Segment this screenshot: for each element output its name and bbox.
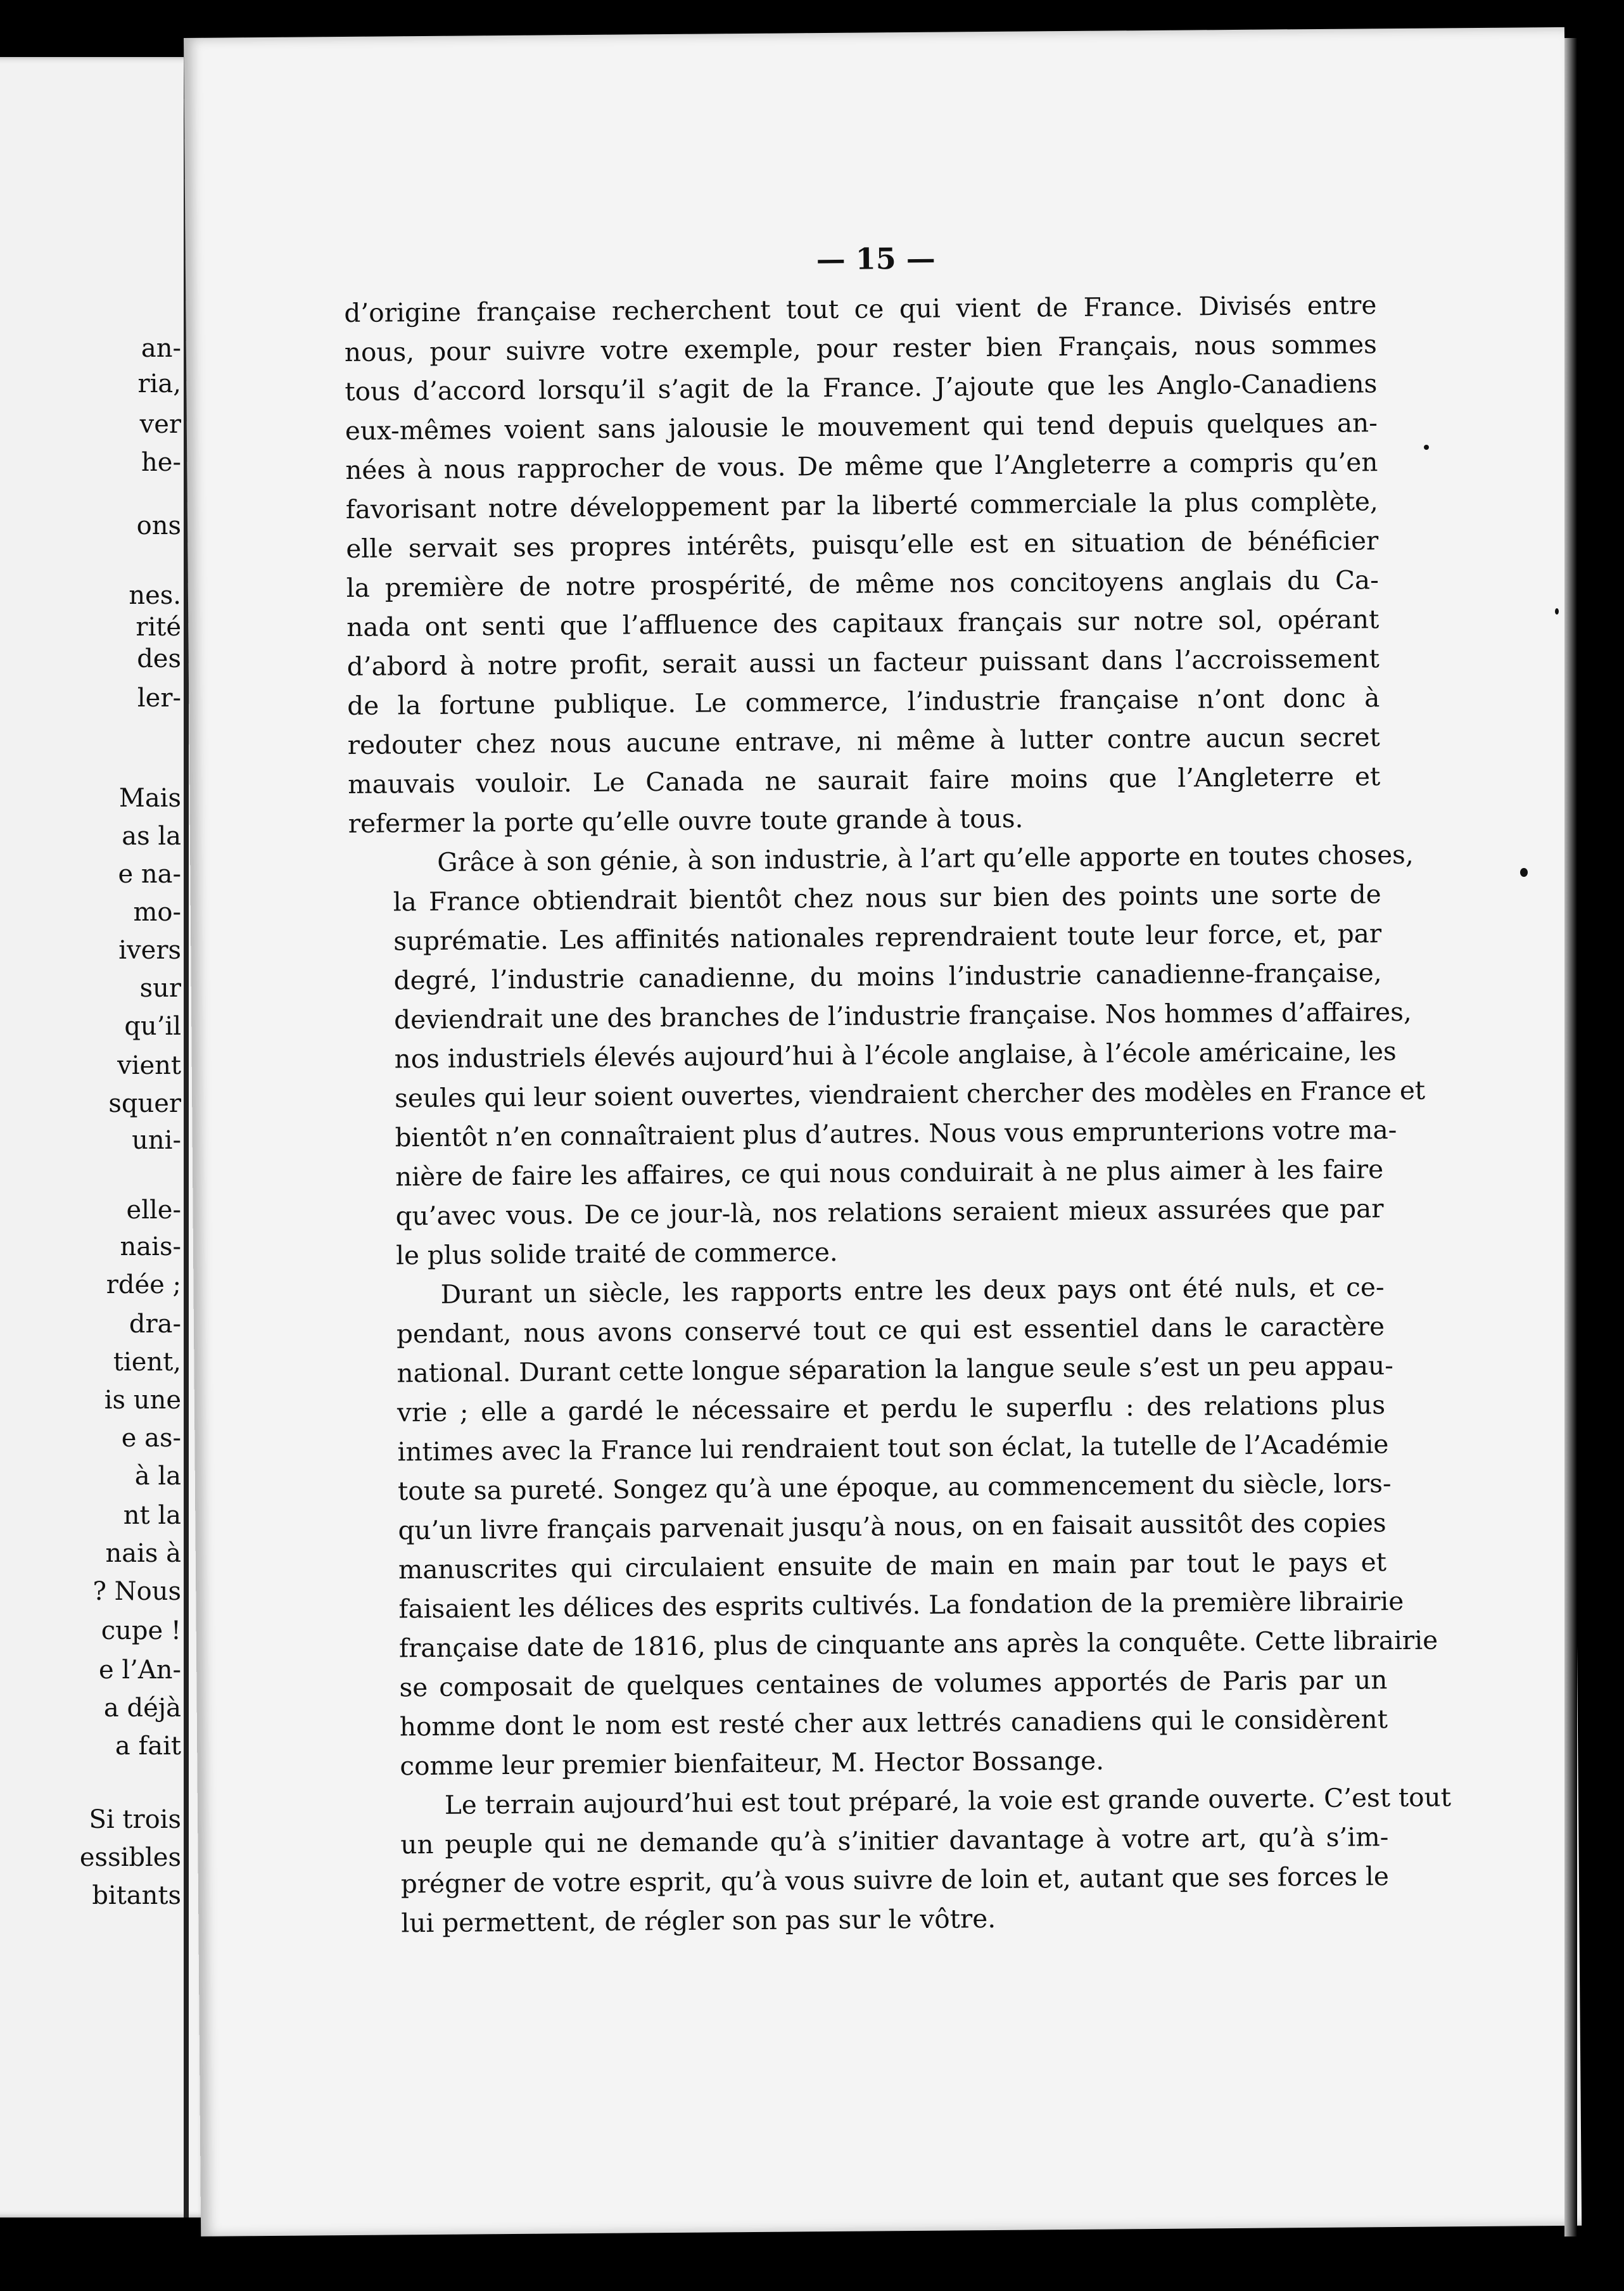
text-line: le plus solide traité de commerce. [395, 1236, 838, 1271]
text-line: nada ont senti que l’affluence des capitaux français sur notre sol, opérant [346, 604, 1380, 643]
text-line: qu’avec vous. De ce jour-là, nos relations seraient mieux assurées que par [395, 1193, 1384, 1232]
left-page-fragment: ver [139, 410, 181, 439]
page-number: — 15 — [816, 241, 936, 277]
left-page-fragment: e l’An- [98, 1656, 181, 1685]
text-line: seules qui leur soient ouvertes, viendraient chercher des modèles en France et [394, 1075, 1426, 1114]
text-line: Durant un siècle, les rapports entre les deux pays ont été nuls, et ce- [440, 1272, 1385, 1310]
left-page-fragment: elle- [126, 1196, 181, 1225]
left-page-fragment: nes. [129, 581, 181, 610]
text-line: se composait de quelques centaines de volumes apportés de Paris par un [399, 1664, 1388, 1703]
paragraph [356, 1778, 1452, 1943]
text-line: degré, l’industrie canadienne, du moins l’industrie canadienne-française, [393, 957, 1382, 996]
text-line: la France obtiendrait bientôt chez nous sur bien des points une sorte de [393, 879, 1381, 917]
left-page-fragment: rité [136, 613, 181, 642]
text-line: suprématie. Les affinités nationales reprendraient toute leur force, et, par [393, 918, 1382, 957]
left-page-fragment: rdée ; [106, 1270, 181, 1299]
paragraph [348, 835, 1426, 1275]
text-line: national. Durant cette longue séparation la langue seule s’est un peu appau- [396, 1350, 1393, 1389]
left-page-fragment: sur [139, 974, 181, 1003]
left-page-fragment: a déjà [103, 1694, 181, 1723]
text-line: nos industriels élevés aujourd’hui à l’école anglaise, à l’école américaine, les [394, 1036, 1397, 1075]
text-line: homme dont le nom est resté cher aux lettrés canadiens qui le considèrent [399, 1704, 1388, 1742]
left-page-fragment: ivers [118, 936, 181, 965]
text-line: pendant, nous avons conservé tout ce qui est essentiel dans le caractère [396, 1311, 1385, 1350]
left-page-fragment: tient, [113, 1348, 181, 1377]
text-line: intimes avec la France lui rendraient tout son éclat, la tutelle de l’Académie [397, 1429, 1389, 1467]
left-page-fragment: nais à [105, 1539, 181, 1568]
left-page-text-fragments [0, 57, 190, 2218]
left-page-fragment: an- [141, 334, 181, 363]
left-page-fragment: squer [108, 1089, 181, 1118]
text-line: vrie ; elle a gardé le nécessaire et perdu le superflu : des relations plus [396, 1389, 1386, 1428]
left-page-fragment: vient [117, 1051, 181, 1080]
main-page [184, 27, 1582, 2237]
text-line: nous, pour suivre votre exemple, pour rester bien Français, nous sommes [344, 329, 1378, 368]
left-page-fragment: ler- [137, 684, 181, 713]
left-page-fragment: ons [136, 511, 181, 540]
text-line: prégner de votre esprit, qu’à vous suivre de loin et, autant que ses forces le [400, 1861, 1390, 1899]
text-line: mauvais vouloir. Le Canada ne saurait faire moins que l’Angleterre et [348, 761, 1381, 800]
text-line: française date de 1816, plus de cinquante ans après la conquête. Cette librairie [398, 1624, 1438, 1664]
text-line: redouter chez nous aucune entrave, ni même à lutter contre aucun secret [347, 722, 1380, 761]
text-line: Le terrain aujourd’hui est tout préparé, la voie est grande ouverte. C’est tout [444, 1782, 1452, 1820]
text-line: comme leur premier bienfaiteur, M. Hector Bossange. [400, 1745, 1105, 1782]
text-line: refermer la porte qu’elle ouvre toute grande à tous. [348, 803, 1024, 839]
left-page-fragment: ? Nous [92, 1577, 181, 1606]
left-page-fragment: e as- [121, 1424, 181, 1453]
text-line: la première de notre prospérité, de même nos concitoyens anglais du Ca- [346, 565, 1379, 604]
left-page-fragment: uni- [132, 1126, 181, 1155]
left-page-fragment: des [137, 644, 181, 673]
left-page-fragment: Si trois [89, 1805, 181, 1834]
scan-speck [1424, 445, 1429, 450]
text-line: d’origine française recherchent tout ce qui vient de France. Divisés entre [344, 290, 1377, 329]
text-line: manuscrites qui circulaient ensuite de main en main par tout le pays et [398, 1547, 1387, 1585]
text-line: d’abord à notre profit, serait aussi un facteur puissant dans l’accroissement [346, 643, 1380, 682]
left-page-fragment: nais- [120, 1232, 181, 1261]
text-line: qu’un livre français parvenait jusqu’à nous, on en faisait aussitôt des copies [398, 1507, 1386, 1546]
text-line: nière de faire les affaires, ce qui nous conduirait à ne plus aimer à les faire [395, 1154, 1384, 1192]
text-line: eux-mêmes voient sans jalousie le mouvement qui tend depuis quelques an- [345, 407, 1378, 447]
left-page-fragment: cupe ! [101, 1616, 181, 1645]
left-page-fragment: ria, [137, 369, 181, 399]
left-page-fragment: bitants [92, 1881, 181, 1910]
text-line: favorisant notre développement par la liberté commerciale la plus complète, [345, 486, 1378, 525]
body-text [344, 285, 1452, 1943]
scan-speck [1555, 608, 1559, 615]
left-page-fragment: e na- [118, 860, 181, 889]
scan-speck [1520, 868, 1528, 877]
text-line: de la fortune publique. Le commerce, l’industrie française n’ont donc à [347, 682, 1380, 722]
paragraph [352, 1267, 1438, 1786]
left-page-fragment: qu’il [124, 1012, 181, 1041]
left-page-fragment: à la [134, 1462, 181, 1491]
left-page-fragment: a fait [115, 1732, 181, 1761]
left-page-fragment: is une [104, 1386, 181, 1415]
left-page-fragment: he- [141, 448, 181, 477]
left-page-fragment: mo- [133, 898, 181, 927]
text-line: faisaient les délices des esprits cultivés. La fondation de la première librairie [398, 1585, 1404, 1624]
text-line: Grâce à son génie, à son industrie, à l’art qu’elle apporte en toutes choses, [437, 839, 1414, 877]
left-page-fragment: dra- [129, 1310, 181, 1339]
text-line: elle servait ses propres intérêts, puisqu’elle est en situation de bénéficier [346, 525, 1379, 565]
left-page-fragment: essibles [79, 1843, 181, 1872]
text-line: tous d’accord lorsqu’il s’agit de la France. J’ajoute que les Anglo-Canadiens [345, 368, 1378, 407]
left-page-fragment: nt la [123, 1501, 181, 1530]
text-line: lui permettent, de régler son pas sur le vôtre. [401, 1903, 996, 1939]
left-page-fragment: as la [122, 822, 181, 851]
left-adjacent-page [0, 57, 209, 2218]
text-line: nées à nous rapprocher de vous. De même que l’Angleterre a compris qu’en [345, 447, 1378, 486]
left-page-fragment: Mais [118, 784, 181, 813]
paragraph [344, 285, 1381, 843]
text-line: toute sa pureté. Songez qu’à une époque, au commencement du siècle, lors- [397, 1468, 1392, 1507]
text-line: deviendrait une des branches de l’industrie française. Nos hommes d’affaires, [393, 996, 1412, 1035]
page-edge-shadow [1564, 38, 1577, 2237]
text-line: bientôt n’en connaîtraient plus d’autres. Nous vous emprunterions votre ma- [395, 1114, 1397, 1153]
text-line: un peuple qui ne demande qu’à s’initier davantage à votre art, qu’à s’im- [400, 1822, 1389, 1860]
